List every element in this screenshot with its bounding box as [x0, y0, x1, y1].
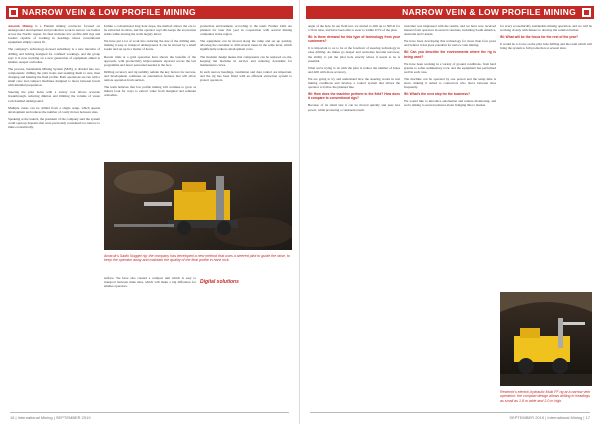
raise-drill-photo	[104, 162, 292, 250]
body-paragraph	[104, 85, 196, 97]
section-banner	[6, 6, 293, 19]
paragraph-text: It would be to focus on the pilot hole drilling and the ream which will bring the system to full production at several sites.	[500, 42, 592, 51]
paragraph-text: The machine can be operated by one person and the setup time is short, making it suited to contractors who move between sites frequently.	[404, 76, 496, 90]
paragraph-text: We are going to try and understand how the steering works in real mining conditions and develop a control system that allows the operator to follow the planned line.	[308, 76, 400, 90]
paragraph-text: surface. We have also created a compact unit which is easy to transport between mine sites, which will make a big difference for smaller operators.	[104, 276, 196, 289]
left-column-1	[8, 24, 100, 408]
interview-question-label: IM:	[500, 35, 505, 40]
paragraph-text: We have been developing this technology for more than four years and believe it has great potential for narrow vein mining.	[404, 39, 496, 48]
body-paragraph	[200, 70, 292, 82]
paragraph-text: We have put a lot of work into reducing the size of the drilling unit, making it easy to transport underground. It can be moved by a small loader and set up in a matter of hours.	[104, 39, 196, 52]
body-paragraph	[200, 24, 292, 36]
body-paragraph	[404, 92, 496, 96]
banner-title: NARROW VEIN & LOW PROFILE MINING	[22, 7, 196, 17]
body-paragraph	[308, 103, 400, 111]
body-paragraph	[200, 39, 292, 51]
paragraph-text: Multiple raises can be drilled from a single setup, which speeds development and reduces the number of costly moves between sites.	[8, 105, 100, 114]
paragraph-text: is a Finnish mining contractor focused on underground development and production work in narrow ore bodies across the Nordic region. Its fleet includes low profile drill rigs and loaders capable of working in headings where conventional equipment simply cannot fit.	[8, 24, 100, 45]
paragraph-text: The process, Sustainable Mining System (SMS), is divided into two components: drilling the pilot holes and reaming them to size, then charging and blasting the final profile. Both operations are run with a small crew and compact machines designed to move between levels with minimal preparation.	[8, 66, 100, 88]
interview-question: How does the machine perform in the field? How does it compare to conventional rigs?	[308, 92, 400, 101]
footer-rule	[310, 412, 590, 413]
body-paragraph	[104, 70, 196, 82]
left-column-2-bottom	[104, 276, 196, 408]
paragraph-text: Steering the pilot holes with a survey tool allows accurate breakthrough, reducing dilution and limiting the volume of waste rock handled underground.	[8, 90, 100, 103]
banner-square-icon	[9, 8, 18, 17]
right-page	[300, 0, 600, 424]
paragraph-text: production environment, according to the team. Further trials are planned for later this year in cooperation with several mining companies in the region.	[200, 24, 292, 37]
page-footer: 16 | International Mining | SEPTEMBER 2019	[10, 415, 91, 420]
body-paragraph	[8, 47, 100, 63]
photo-caption: Resemin's electric-hydraulic Muki FF rig at a narrow vein operation: the compact design allows drilling in headings as small as 1.8 m wide and 2.0 m high.	[500, 390, 591, 403]
interview-question: What's the next step for the business?	[408, 92, 471, 97]
banner-title: NARROW VEIN & LOW PROFILE MINING	[402, 7, 576, 17]
body-paragraph	[104, 276, 196, 288]
paragraph-text: The team believes that low profile mining will continue to grow as miners look for ways to extract value from marginal and remnant orebodies.	[104, 85, 196, 98]
banner-square-icon	[582, 8, 591, 17]
body-paragraph	[404, 77, 496, 89]
body-paragraph	[308, 35, 400, 43]
section-banner	[306, 6, 594, 19]
photo-caption: Amaruk's Sadio Nugget rig: the company has developed a new method that uses a steered pilot to guide the raise, to keep the operator away and maintain the quality of the final profile in hard rock.	[104, 254, 290, 263]
right-column-1	[308, 24, 400, 408]
body-paragraph	[308, 77, 400, 89]
interview-question-label: IM:	[404, 50, 409, 55]
right-column-2	[404, 24, 496, 408]
paragraph-lead: Amaruk Mining	[8, 24, 33, 28]
interview-question: Can you describe the environments where the rig is being used?	[404, 50, 496, 59]
subheading: Digital solutions	[200, 279, 239, 285]
paragraph-text: Unlike a conventional long hole stope, the method allows the ore to be extracted in slices, and the operator says this keeps the excavation stable while leaving the walls largely intact.	[104, 24, 196, 37]
page-footer: SEPTEMBER 2019 | International Mining | 17	[509, 415, 590, 420]
underground-rig-photo	[500, 292, 592, 386]
paragraph-text: Speaking at the launch, the president of the company said the system could open up deposits that were previously considered too narrow to mine economically.	[8, 116, 100, 129]
paragraph-text: for every economically sustainable mining operation, and we will be working closely with miners to develop the solution further.	[500, 24, 592, 33]
interview-question: What will be the focus for the rest of the year?	[504, 35, 579, 40]
body-paragraph	[8, 24, 100, 44]
paragraph-text: The modular design means that components can be replaced on site, keeping the machine in service and reducing downtime for maintenance crews.	[200, 54, 292, 67]
paragraph-text: In such narrow headings, ventilation and dust control are important, and the rig has been fitted with an efficient extraction system to protect operators.	[200, 69, 292, 83]
paragraph-text: angle of the hole. In our field test, we started to drill up to 300 m for a 50 m raise, and have been able to steer to within 0.5% of the plan.	[308, 24, 400, 33]
body-paragraph	[8, 90, 100, 102]
paragraph-text: Drilling accuracy and rig stability remain the key factors for success, and development continues on automation features that will allow remote operation from surface.	[104, 69, 196, 83]
body-paragraph	[500, 24, 592, 32]
raise-drill-illustration	[104, 162, 292, 250]
body-paragraph	[200, 55, 292, 67]
interview-question: Is there demand for this type of technology from your customers?	[308, 35, 400, 44]
paragraph-text: We would like to introduce automation and remote monitoring, and we're talking to several partners about bringing this to market.	[404, 99, 496, 108]
right-column-3	[500, 24, 592, 288]
body-paragraph	[308, 92, 400, 100]
body-paragraph	[104, 24, 196, 36]
underground-rig-illustration	[500, 292, 592, 386]
paragraph-text: The equipment can be moved along the ramp and set up quickly, allowing the customer to drill several raises in the same level, which significantly reduces development costs.	[200, 39, 292, 52]
body-paragraph	[500, 42, 592, 50]
body-paragraph	[104, 55, 196, 67]
paragraph-text: What we're trying to do with the pilot is reduce the number of holes and drill with more accuracy.	[308, 65, 400, 74]
body-paragraph	[404, 24, 496, 36]
footer-rule	[10, 412, 289, 413]
paragraph-text: It is important to us to be at the forefront of steering technology in raise drilling. As mines go deeper and orebodies become narrower, the ability to put the pilot hole exactly where it needs to be is essential.	[308, 46, 400, 63]
body-paragraph	[500, 35, 592, 39]
body-paragraph	[104, 39, 196, 51]
body-paragraph	[8, 117, 100, 129]
interview-question-label: IM:	[404, 92, 409, 97]
body-paragraph	[404, 62, 496, 74]
paragraph-text: customer was impressed with the results, and we have now received interest from operators in several countries, including South America, Australia and Canada.	[404, 24, 496, 37]
body-paragraph	[8, 106, 100, 114]
body-paragraph	[8, 67, 100, 87]
paragraph-text: Because of its small size it can be moved quickly and uses less power, while producing a consistent result.	[308, 103, 400, 112]
left-column-3-bottom	[200, 276, 292, 408]
paragraph-text: The company's technology-focused subsidiary is a new iteration of drilling and bolting designed for confined workings, and the group says it is now working on a new generation of equipment aimed at smaller, steeper orebodies.	[8, 47, 100, 64]
body-paragraph	[404, 39, 496, 47]
body-paragraph	[308, 46, 400, 62]
paragraph-text: We have been working in a variety of ground conditions, from hard granite to softer sedimentary rock, and the equipment has performed well in each case.	[404, 61, 496, 74]
paragraph-text: Recent trials at a gold operation have shown the benefits of the approach, with productivity improvements reported across the test programme and fewer personnel needed at the face.	[104, 54, 196, 67]
body-paragraph	[404, 99, 496, 107]
body-paragraph	[308, 66, 400, 74]
interview-question-label: IM:	[308, 92, 313, 97]
body-paragraph	[404, 50, 496, 58]
body-paragraph	[308, 24, 400, 32]
interview-question-label: IM:	[308, 35, 313, 40]
